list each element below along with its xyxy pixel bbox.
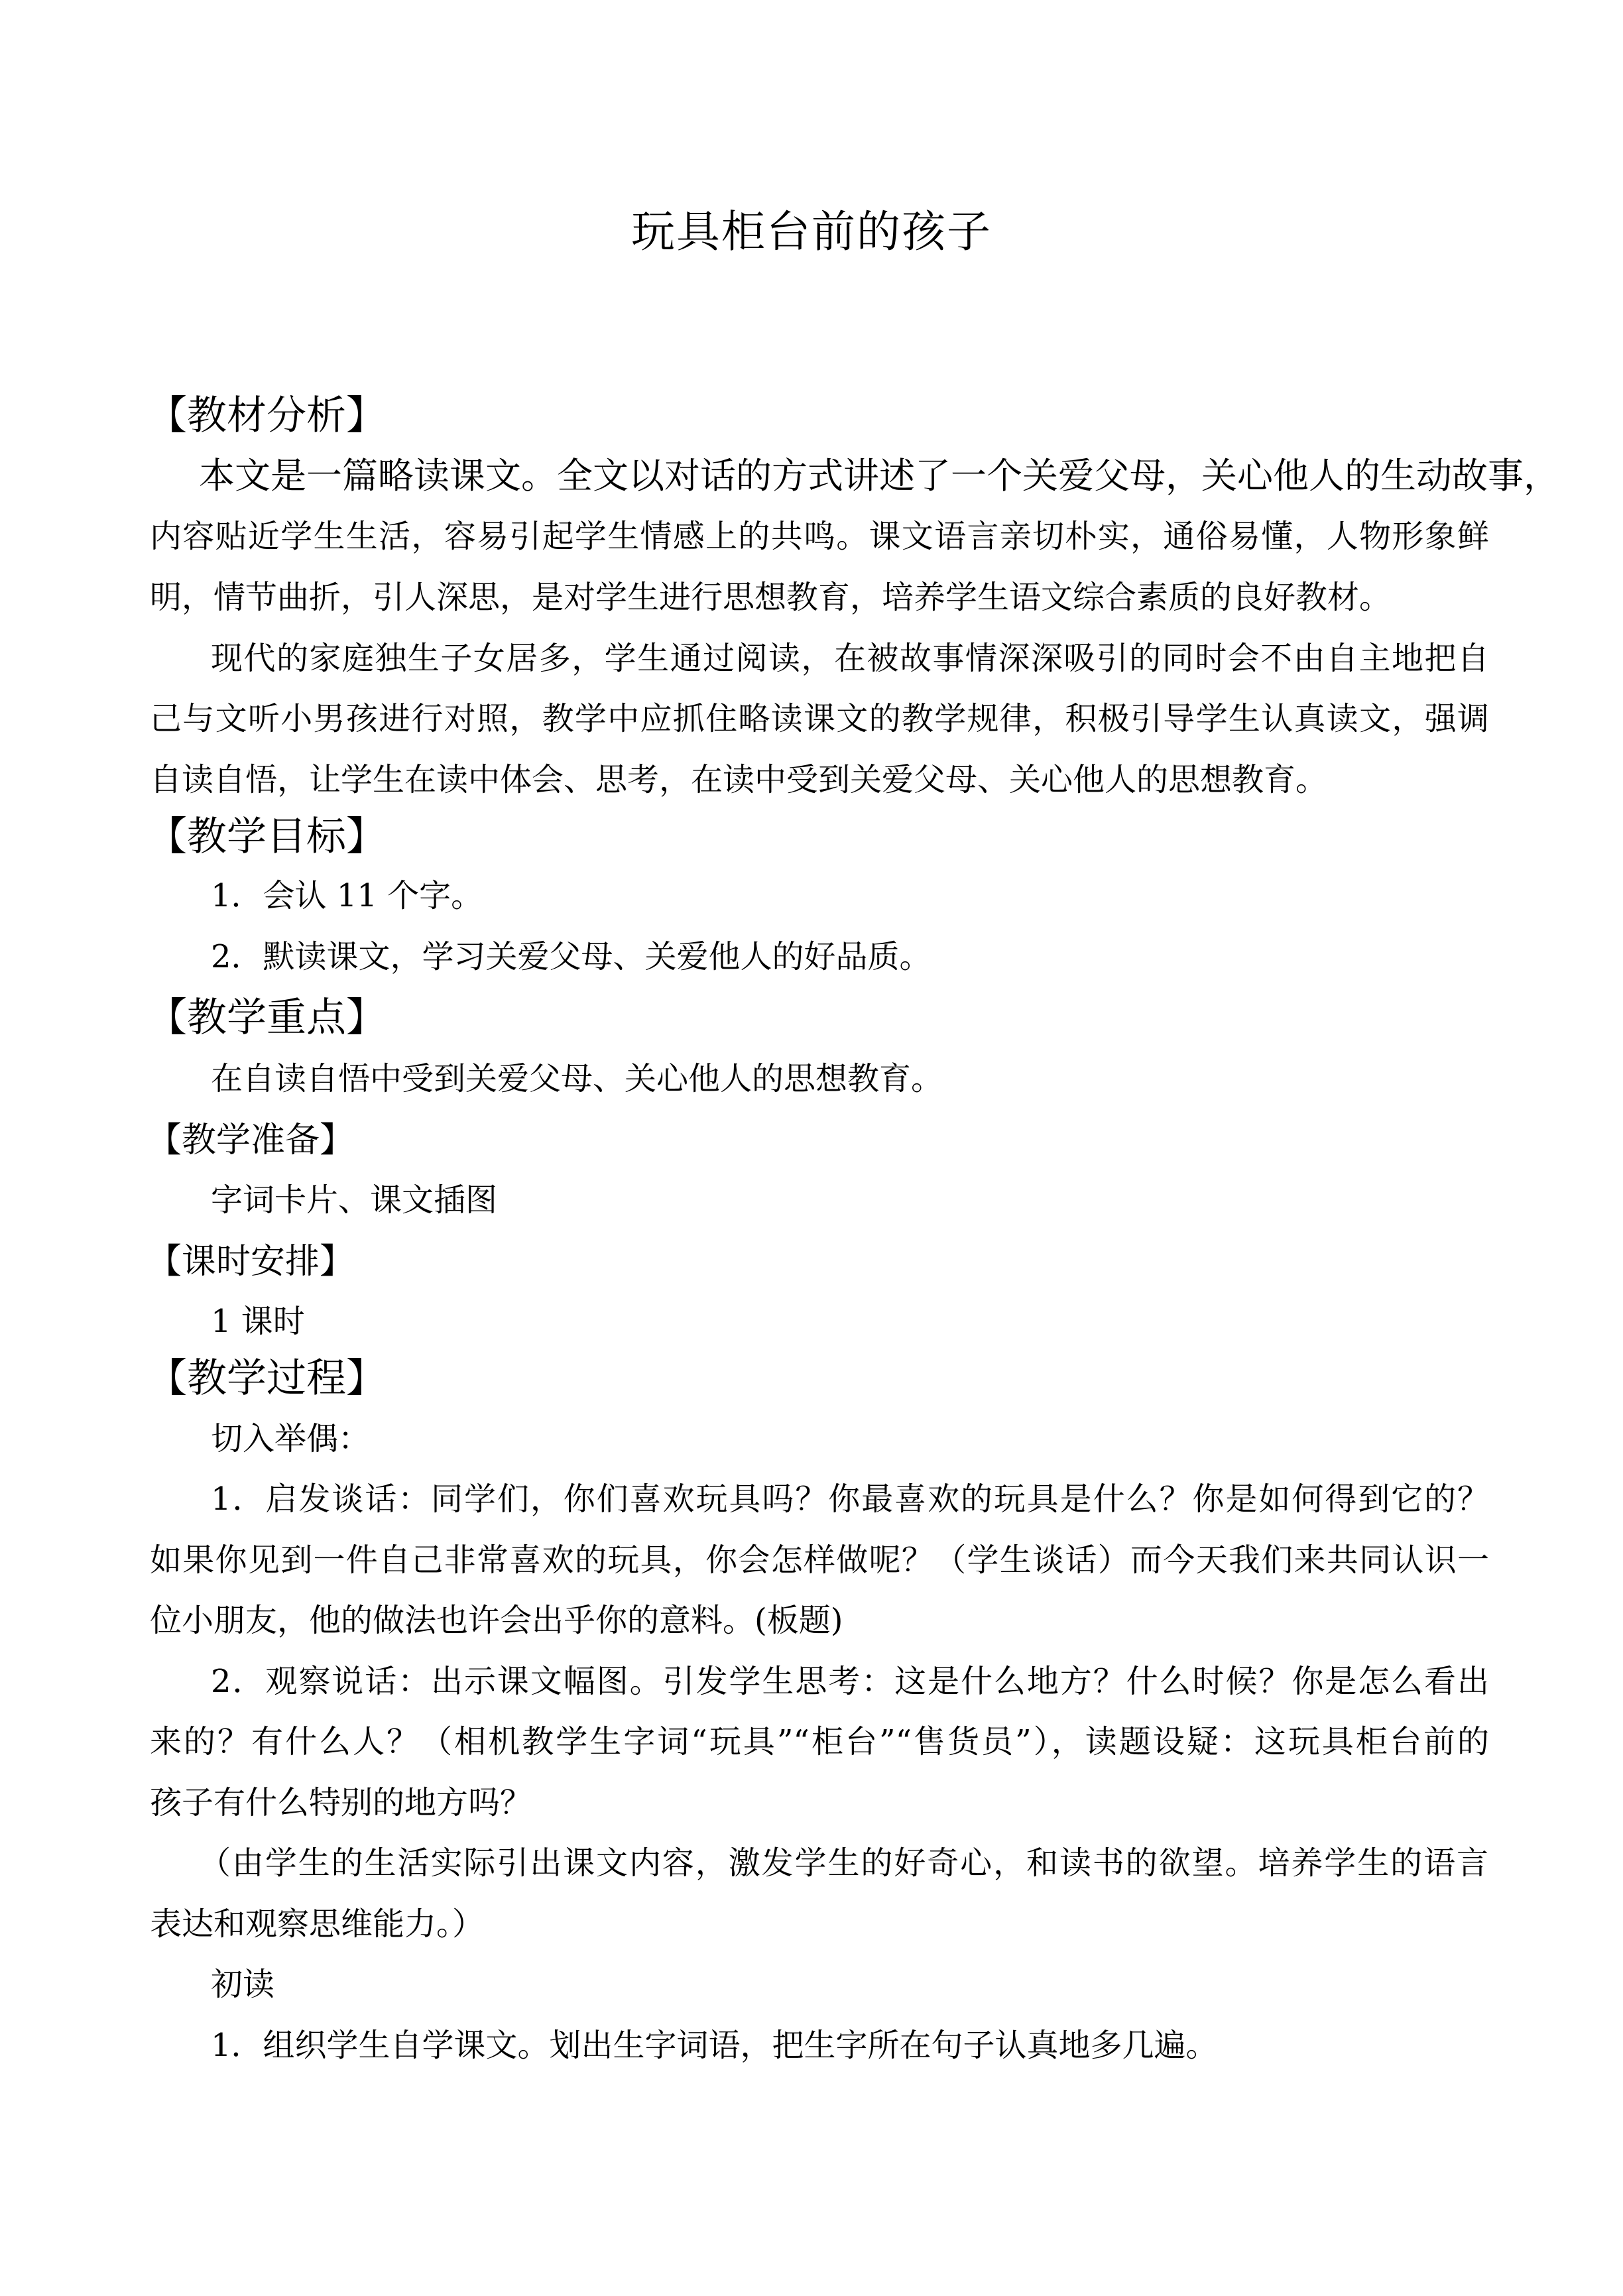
analysis-p1-line-2: 内容贴近学生生活，容易引起学生情感上的共鸣。课文语言亲切朴实，通俗易懂，人物形象鲜 [150,518,1489,555]
heading-schedule: 【课时安排】 [147,1242,355,1282]
analysis-p2-line-3: 自读自悟，让学生在读中体会、思考，在读中受到关爱父母、关心他人的思想教育。 [150,761,1328,798]
goal-item-2: 2．默读课文，学习关爱父母、关爱他人的好品质。 [211,938,932,975]
process-step2-line-2: 来的？有什么人？（相机教学生字词“玩具”“柜台”“售货员”），读题设疑：这玩具柜台前的 [150,1723,1489,1760]
process-step2-line-1: 2．观察说话：出示课文幅图。引发学生思考：这是什么地方？什么时候？你是怎么看出 [211,1663,1489,1700]
analysis-p2-line-2: 己与文听小男孩进行对照，教学中应抓住略读课文的教学规律，积极引导学生认真读文，强调 [150,700,1489,737]
focus-text: 在自读自悟中受到关爱父母、关心他人的思想教育。 [211,1060,943,1097]
process-note-line-1: （由学生的生活实际引出课文内容，激发学生的好奇心，和读书的欲望。培养学生的语言 [199,1844,1488,1882]
analysis-p1-line-1: 本文是一篇略读课文。全文以对话的方式讲述了一个关爱父母，关心他人的生动故事， [199,455,1559,497]
analysis-p1-line-3: 明，情节曲折，引人深思，是对学生进行思想教育，培养学生语文综合素质的良好教材。 [150,579,1392,616]
document-title: 玩具柜台前的孩子 [631,206,992,257]
process-note-line-2: 表达和观察思维能力。） [150,1905,485,1943]
prep-text: 字词卡片、课文插图 [211,1181,498,1219]
heading-analysis: 【教材分析】 [147,393,386,439]
process-step1-line-3: 位小朋友，他的做法也许会出乎你的意料。(板题) [150,1602,843,1639]
goal-item-1: 1．会认 11 个字。 [211,877,483,914]
heading-prep: 【教学准备】 [147,1120,355,1160]
process-intro: 切入举偶： [211,1420,371,1457]
heading-process: 【教学过程】 [147,1355,386,1402]
heading-focus: 【教学重点】 [147,995,386,1041]
process-step3: 1．组织学生自学课文。划出生字词语，把生字所在句子认真地多几遍。 [211,2027,1218,2064]
process-step1-line-2: 如果你见到一件自己非常喜欢的玩具，你会怎样做呢？（学生谈话）而今天我们来共同认识一 [150,1541,1489,1579]
process-first-read: 初读 [211,1966,275,2003]
analysis-p2-line-1: 现代的家庭独生子女居多，学生通过阅读，在被故事情深深吸引的同时会不由自主地把自 [211,640,1489,677]
schedule-text: 1 课时 [211,1303,305,1340]
process-step2-line-3: 孩子有什么特别的地方吗？ [150,1784,532,1821]
process-step1-line-1: 1．启发谈话：同学们，你们喜欢玩具吗？你最喜欢的玩具是什么？你是如何得到它的？ [211,1480,1489,1518]
heading-goals: 【教学目标】 [147,814,386,860]
